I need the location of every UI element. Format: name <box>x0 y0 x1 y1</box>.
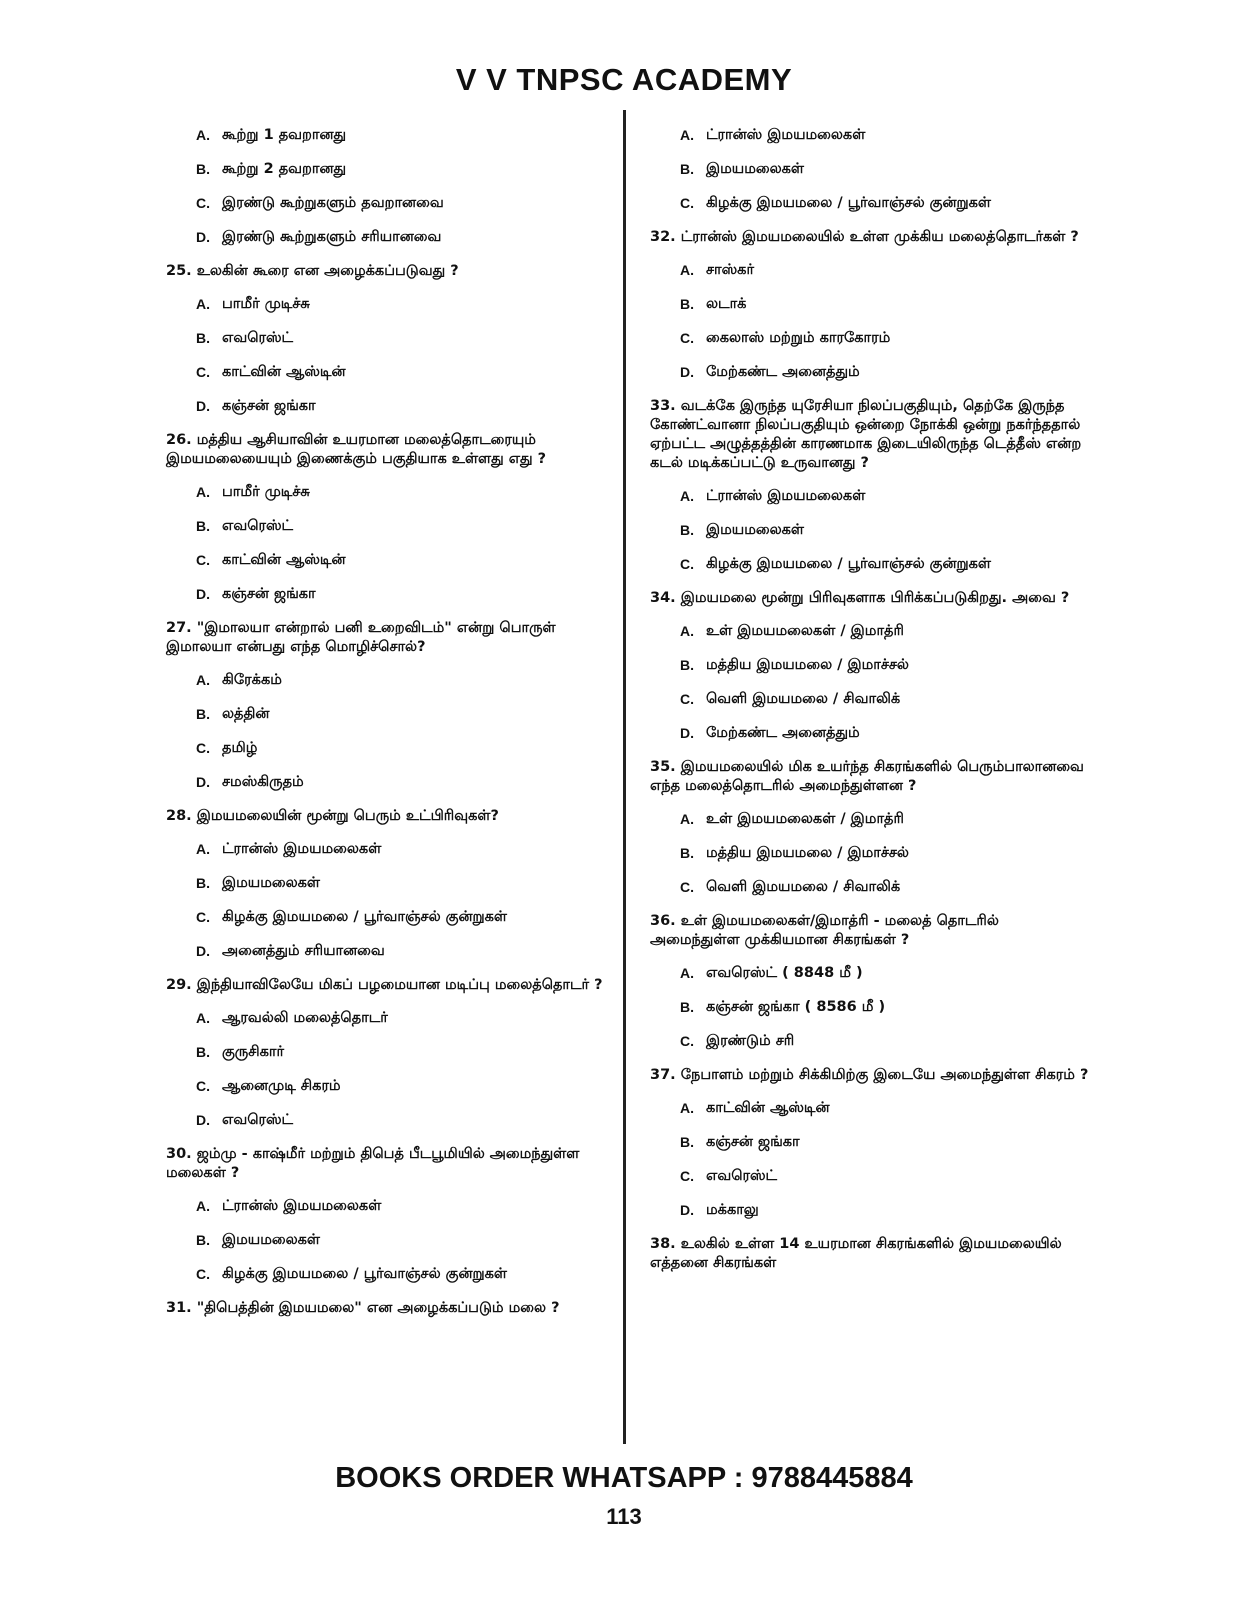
option-letter: A. <box>196 1010 210 1026</box>
answer-option <box>166 705 606 724</box>
option-letter: C. <box>680 330 694 346</box>
option-letter: B. <box>196 518 210 534</box>
option-letter: C. <box>680 1168 694 1184</box>
option-text: இரண்டு கூற்றுகளும் சரியானவை <box>222 229 442 245</box>
answer-option <box>166 739 606 758</box>
answer-option <box>166 1231 606 1250</box>
option-letter: A. <box>196 484 210 500</box>
option-text: ட்ரான்ஸ் இமயமலைகள் <box>706 127 866 143</box>
answer-option <box>650 1032 1090 1051</box>
option-letter: A. <box>196 296 210 312</box>
option-text: காட்வின் ஆஸ்டின் <box>706 1100 830 1116</box>
answer-option <box>166 1043 606 1062</box>
option-letter: C. <box>196 1078 210 1094</box>
option-letter: B. <box>680 845 694 861</box>
option-text: பாமீர் முடிச்சு <box>222 296 310 312</box>
option-letter: B. <box>196 1044 210 1060</box>
option-letter: B. <box>196 875 210 891</box>
option-letter: B. <box>196 330 210 346</box>
question-text: 38. உலகில் உள்ள 14 உயரமான சிகரங்களில் இமயமலையில் எத்தனை சிகரங்கள் <box>650 1236 1062 1271</box>
answer-option <box>650 329 1090 348</box>
answer-option <box>166 228 606 247</box>
question-text: 26. மத்திய ஆசியாவின் உயரமான மலைத்தொடரையும் இமயமலையையும் இணைக்கும் பகுதியாக உள்ளது எது ? <box>166 432 547 467</box>
answer-option <box>650 363 1090 382</box>
option-text: அனைத்தும் சரியானவை <box>222 943 385 959</box>
option-text: கிழக்கு இமயமலை / பூர்வாஞ்சல் குன்றுகள் <box>222 1266 508 1282</box>
option-letter: A. <box>680 965 694 981</box>
answer-option <box>650 878 1090 897</box>
option-letter: D. <box>196 943 210 959</box>
option-text: காட்வின் ஆஸ்டின் <box>222 552 346 568</box>
option-text: காட்வின் ஆஸ்டின் <box>222 364 346 380</box>
answer-option <box>650 810 1090 829</box>
option-text: கஞ்சன் ஜங்கா <box>706 1134 800 1150</box>
question-text: 27. "இமாலயா என்றால் பனி உறைவிடம்" என்று பொருள் இமாலயா என்பது எந்த மொழிச்சொல்? <box>166 620 556 655</box>
option-letter: A. <box>680 262 694 278</box>
page-number: 113 <box>606 1504 642 1529</box>
option-text: மத்திய இமயமலை / இமாச்சல் <box>706 845 909 861</box>
question-text: 32. ட்ரான்ஸ் இமயமலையில் உள்ள முக்கிய மலைத்தொடர்கள் ? <box>650 229 1079 245</box>
option-text: ஆரவல்லி மலைத்தொடர் <box>222 1010 388 1026</box>
option-letter: A. <box>196 1198 210 1214</box>
left-column <box>166 118 606 1332</box>
option-text: வெளி இமயமலை / சிவாலிக் <box>706 879 901 895</box>
answer-option <box>166 773 606 792</box>
option-letter: D. <box>196 229 210 245</box>
answer-option <box>166 671 606 690</box>
option-letter: C. <box>196 364 210 380</box>
option-text: கிரேக்கம் <box>222 672 282 688</box>
option-letter: A. <box>196 672 210 688</box>
question-text: 34. இமயமலை மூன்று பிரிவுகளாக பிரிக்கப்படுகிறது. அவை ? <box>650 590 1070 606</box>
option-letter: D. <box>680 364 694 380</box>
question-text: 25. உலகின் கூரை என அழைக்கப்படுவது ? <box>166 263 459 279</box>
option-text: இமயமலைகள் <box>706 161 804 177</box>
answer-option <box>166 397 606 416</box>
answer-option <box>650 964 1090 983</box>
answer-option <box>166 160 606 179</box>
option-text: சாஸ்கர் <box>706 262 755 278</box>
answer-option <box>166 517 606 536</box>
option-text: இமயமலைகள் <box>706 522 804 538</box>
option-text: கூற்று 1 தவறானது <box>222 127 347 143</box>
answer-option <box>166 1265 606 1284</box>
answer-option <box>650 622 1090 641</box>
option-text: எவரெஸ்ட் ( 8848 மீ ) <box>706 965 863 981</box>
option-text: பாமீர் முடிச்சு <box>222 484 310 500</box>
option-text: கஞ்சன் ஜங்கா <box>222 398 316 414</box>
option-text: ஆனைமுடி சிகரம் <box>222 1078 341 1094</box>
option-text: மேற்கண்ட அனைத்தும் <box>706 364 860 380</box>
option-text: லடாக் <box>706 296 747 312</box>
column-divider <box>623 110 626 1444</box>
option-text: இமயமலைகள் <box>222 1232 320 1248</box>
question-text: 28. இமயமலையின் மூன்று பெரும் உட்பிரிவுகள்? <box>166 808 499 824</box>
option-text: ட்ரான்ஸ் இமயமலைகள் <box>706 488 866 504</box>
option-letter: B. <box>196 1232 210 1248</box>
option-text: கிழக்கு இமயமலை / பூர்வாஞ்சல் குன்றுகள் <box>706 195 992 211</box>
option-letter: D. <box>680 1202 694 1218</box>
option-letter: B. <box>196 161 210 177</box>
question-text: 33. வடக்கே இருந்த யுரேசியா நிலப்பகுதியும், தெற்கே இருந்த கோண்ட்வானா நிலப்பகுதியும் ஒன்றை நோக்கி ஒன்று நகர்ந்ததால் ஏற்பட்ட அழுத்தத்தின் காரணமாக இடையிலிருந்த டெத்தீஸ் என்ற கடல் மடிக்கப்பட்டு உருவானது ? <box>650 398 1082 471</box>
option-text: இமயமலைகள் <box>222 875 320 891</box>
option-text: கூற்று 2 தவறானது <box>222 161 347 177</box>
option-letter: A. <box>680 127 694 143</box>
answer-option <box>650 555 1090 574</box>
option-text: ட்ரான்ஸ் இமயமலைகள் <box>222 1198 382 1214</box>
answer-option <box>650 844 1090 863</box>
option-letter: D. <box>196 1112 210 1128</box>
answer-option <box>650 1133 1090 1152</box>
option-letter: B. <box>680 999 694 1015</box>
option-text: சமஸ்கிருதம் <box>222 774 304 790</box>
option-text: கஞ்சன் ஜங்கா ( 8586 மீ ) <box>706 999 886 1015</box>
option-letter: C. <box>680 691 694 707</box>
answer-option <box>166 551 606 570</box>
option-letter: D. <box>196 774 210 790</box>
option-letter: A. <box>680 623 694 639</box>
option-text: கைலாஸ் மற்றும் காரகோரம் <box>706 330 891 346</box>
option-letter: C. <box>196 909 210 925</box>
answer-option <box>650 295 1090 314</box>
option-text: மத்திய இமயமலை / இமாச்சல் <box>706 657 909 673</box>
question-text: 37. நேபாளம் மற்றும் சிக்கிமிற்கு இடையே அமைந்துள்ள சிகரம் ? <box>650 1067 1089 1083</box>
option-letter: A. <box>680 811 694 827</box>
answer-option <box>650 1201 1090 1220</box>
answer-option <box>166 874 606 893</box>
answer-option <box>166 194 606 213</box>
option-text: இரண்டும் சரி <box>706 1033 795 1049</box>
option-text: ட்ரான்ஸ் இமயமலைகள் <box>222 841 382 857</box>
answer-option <box>166 840 606 859</box>
right-column <box>650 118 1090 1287</box>
answer-option <box>166 295 606 314</box>
option-text: குருசிகார் <box>222 1044 285 1060</box>
answer-option <box>166 126 606 145</box>
option-text: இரண்டு கூற்றுகளும் தவறானவை <box>222 195 444 211</box>
option-text: எவரெஸ்ட் <box>706 1168 778 1184</box>
answer-option <box>650 194 1090 213</box>
answer-option <box>650 724 1090 743</box>
option-letter: B. <box>680 657 694 673</box>
answer-option <box>650 487 1090 506</box>
option-letter: C. <box>196 740 210 756</box>
option-letter: B. <box>680 522 694 538</box>
answer-option <box>650 690 1090 709</box>
answer-option <box>166 1077 606 1096</box>
option-text: தமிழ் <box>222 740 258 756</box>
answer-option <box>650 656 1090 675</box>
answer-option <box>166 363 606 382</box>
option-letter: C. <box>680 879 694 895</box>
option-text: உள் இமயமலைகள் / இமாத்ரி <box>706 623 904 639</box>
option-text: எவரெஸ்ட் <box>222 518 294 534</box>
answer-option <box>166 1009 606 1028</box>
option-text: மக்காலு <box>706 1202 759 1218</box>
page-title: V V TNPSC ACADEMY <box>455 62 793 97</box>
option-letter: C. <box>680 556 694 572</box>
option-letter: C. <box>196 552 210 568</box>
option-letter: C. <box>680 1033 694 1049</box>
answer-option <box>166 908 606 927</box>
footer-order-text: BOOKS ORDER WHATSAPP : 9788445884 <box>335 1462 913 1494</box>
question-text: 29. இந்தியாவிலேயே மிகப் பழமையான மடிப்பு மலைத்தொடர் ? <box>166 977 603 993</box>
option-letter: D. <box>680 725 694 741</box>
answer-option <box>650 261 1090 280</box>
option-letter: D. <box>196 586 210 602</box>
option-letter: B. <box>680 1134 694 1150</box>
question-text: 31. "திபெத்தின் இமயமலை" என அழைக்கப்படும் மலை ? <box>166 1300 560 1316</box>
answer-option <box>166 483 606 502</box>
option-letter: D. <box>196 398 210 414</box>
answer-option <box>650 521 1090 540</box>
answer-option <box>650 126 1090 145</box>
question-text: 30. ஜம்மு - காஷ்மீர் மற்றும் திபெத் பீடபூமியில் அமைந்துள்ள மலைகள் ? <box>166 1146 580 1181</box>
answer-option <box>166 1197 606 1216</box>
option-text: லத்தின் <box>222 706 270 722</box>
option-text: எவரெஸ்ட் <box>222 1112 294 1128</box>
option-letter: B. <box>196 706 210 722</box>
question-text: 36. உள் இமயமலைகள்/இமாத்ரி - மலைத் தொடரில் அமைந்துள்ள முக்கியமான சிகரங்கள் ? <box>650 913 999 948</box>
option-letter: A. <box>196 127 210 143</box>
option-letter: B. <box>680 161 694 177</box>
option-letter: C. <box>196 1266 210 1282</box>
option-text: உள் இமயமலைகள் / இமாத்ரி <box>706 811 904 827</box>
question-text: 35. இமயமலையில் மிக உயர்ந்த சிகரங்களில் பெரும்பாலானவை எந்த மலைத்தொடரில் அமைந்துள்ளன ? <box>650 759 1084 794</box>
option-text: எவரெஸ்ட் <box>222 330 294 346</box>
option-text: வெளி இமயமலை / சிவாலிக் <box>706 691 901 707</box>
option-letter: C. <box>680 195 694 211</box>
option-letter: A. <box>680 488 694 504</box>
option-text: கிழக்கு இமயமலை / பூர்வாஞ்சல் குன்றுகள் <box>222 909 508 925</box>
option-letter: C. <box>196 195 210 211</box>
answer-option <box>650 1167 1090 1186</box>
answer-option <box>166 1111 606 1130</box>
option-text: கிழக்கு இமயமலை / பூர்வாஞ்சல் குன்றுகள் <box>706 556 992 572</box>
answer-option <box>166 585 606 604</box>
answer-option <box>650 160 1090 179</box>
option-text: கஞ்சன் ஜங்கா <box>222 586 316 602</box>
option-letter: A. <box>196 841 210 857</box>
option-text: மேற்கண்ட அனைத்தும் <box>706 725 860 741</box>
answer-option <box>650 998 1090 1017</box>
answer-option <box>166 329 606 348</box>
answer-option <box>650 1099 1090 1118</box>
option-letter: B. <box>680 296 694 312</box>
option-letter: A. <box>680 1100 694 1116</box>
answer-option <box>166 942 606 961</box>
